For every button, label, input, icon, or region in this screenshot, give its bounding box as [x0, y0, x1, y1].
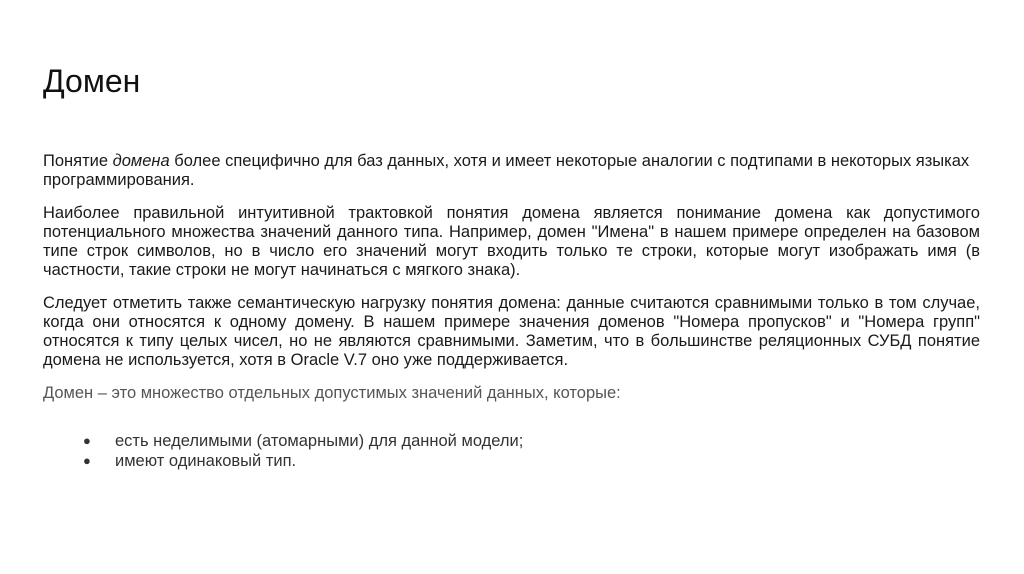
- emphasis-domain: домена: [112, 152, 170, 170]
- paragraph-domain-interpretation: Наиболее правильной интуитивной трактовкой понятия домена является понимание домена как допустимого потенциального множества значений данного типа. Например, домен "Имена" в нашем примере определен на базовом типе строк символов, но в число его значений могут входить только те строки, которые могут изображать имя (в частности, такие строки не могут начинаться с мягкого знака).: [43, 204, 980, 279]
- definition-list: [43, 431, 980, 471]
- slide-title: Домен: [43, 63, 141, 99]
- slide-body: [43, 152, 980, 471]
- paragraph-domain-concept-end: более специфично для баз данных, хотя и имеет некоторые аналогии с подтипами в некоторых языках программирования.: [43, 152, 970, 189]
- list-item: [43, 431, 980, 451]
- list-item: [43, 451, 980, 471]
- bullet-icon: ●: [83, 453, 91, 468]
- paragraph-domain-semantics: Следует отметить также семантическую нагрузку понятия домена: данные считаются сравнимыми только в том случае, когда они относятся к одному домену. В нашем примере значения доменов "Номера пропусков" и "Номера групп" относятся к типу целых чисел, но не являются сравнимыми. Заметим, что в большинстве реляционных СУБД понятие домена не используется, хотя в Oracle V.7 оно уже поддерживается.: [43, 294, 980, 369]
- list-item-text: имеют одинаковый тип.: [115, 452, 297, 470]
- bullet-icon: ●: [83, 433, 91, 448]
- paragraph-domain-concept: [43, 152, 980, 190]
- paragraph-domain-concept-start: Понятие: [43, 152, 113, 170]
- list-item-text: есть неделимыми (атомарными) для данной модели;: [115, 432, 524, 450]
- paragraph-domain-definition: Домен – это множество отдельных допустимых значений данных, которые:: [43, 384, 621, 402]
